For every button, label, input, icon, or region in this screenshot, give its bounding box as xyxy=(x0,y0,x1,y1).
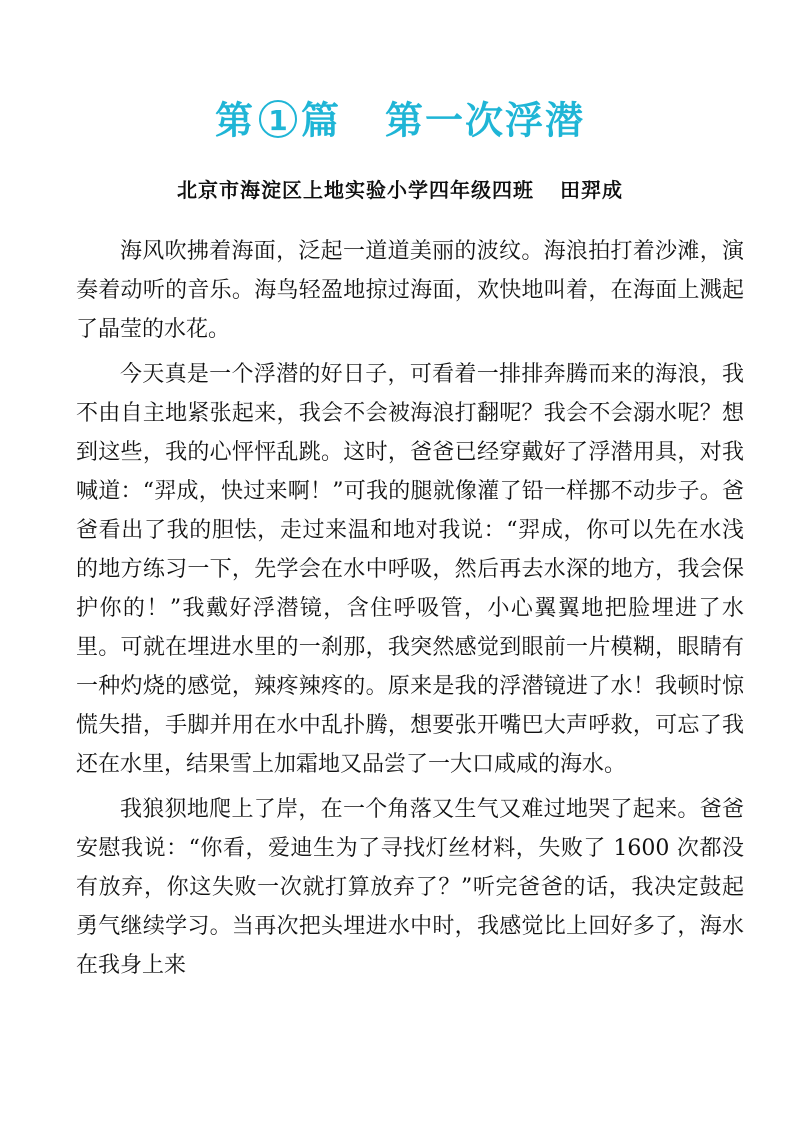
paragraph: 海风吹拂着海面，泛起一道道美丽的波纹。海浪拍打着沙滩，演奏着动听的音乐。海鸟轻盈地掠过海面，欢快地叫着，在海面上溅起了晶莹的水花。 xyxy=(76,239,744,342)
school-name: 北京市海淀区上地实验小学四年级四班 xyxy=(177,178,534,202)
paragraph: 今天真是一个浮潜的好日子，可看着一排排奔腾而来的海浪，我不由自主地紧张起来，我会不会被海浪打翻呢？我会不会溺水呢？想到这些，我的心怦怦乱跳。这时，爸爸已经穿戴好了浮潜用具，对我喊道：“羿成，快过来啊！”可我的腿就像灌了铅一样挪不动步子。爸爸看出了我的胆怯，走过来温和地对我说：“羿成，你可以先在水浅的地方练习一下，先学会在水中呼吸，然后再去水深的地方，我会保护你的！”我戴好浮潜镜，含住呼吸管，小心翼翼地把脸埋进了水里。可就在埋进水里的一刹那，我突然感觉到眼前一片模糊，眼睛有一种灼烧的感觉，辣疼辣疼的。原来是我的浮潜镜进了水！我顿时惊慌失措，手脚并用在水中乱扑腾，想要张开嘴巴大声呼救，可忘了我还在水里，结果雪上加霜地又品尝了一大口咸咸的海水。 xyxy=(76,362,744,777)
title-prefix: 第 xyxy=(214,98,255,143)
chapter-number-badge: 1 xyxy=(259,100,297,138)
author-byline xyxy=(0,174,800,203)
article-body xyxy=(76,232,744,991)
title-main: 第一次浮潜 xyxy=(385,98,586,143)
author-name: 田羿成 xyxy=(560,178,623,202)
paragraph: 我狼狈地爬上了岸，在一个角落又生气又难过地哭了起来。爸爸安慰我说：“你看，爱迪生为了寻找灯丝材料，失败了 1600 次都没有放弃，你这失败一次就打算放弃了？”听完爸爸的话，我决定鼓起勇气继续学习。当再次把头埋进水中时，我感觉比上回好多了，海水在我身上来 xyxy=(76,797,744,978)
article-title xyxy=(0,88,800,151)
title-suffix: 篇 xyxy=(300,98,341,143)
